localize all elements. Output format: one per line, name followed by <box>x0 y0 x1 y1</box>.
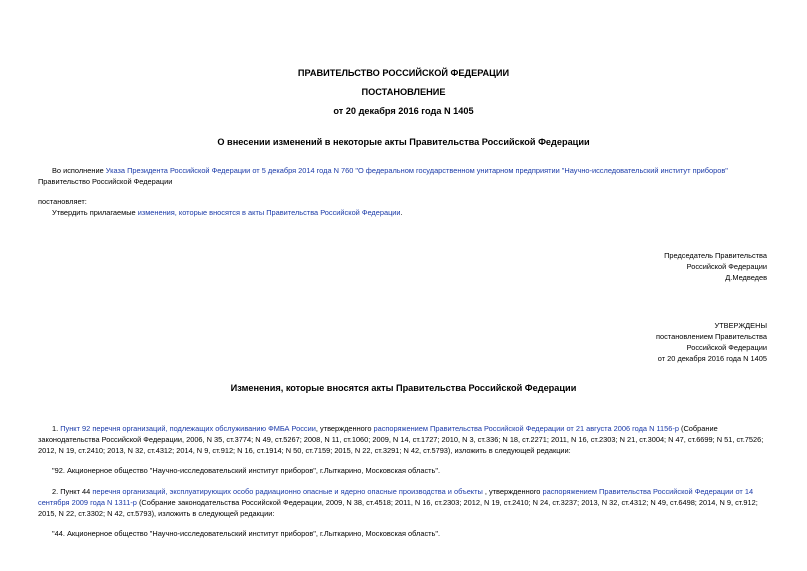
item-1-quote: "92. Акционерное общество "Научно-исследовательский институт приборов", г.Лыткарино, Московская область". <box>52 466 441 475</box>
item-1-rest: (Собрание законодательства Российской Федерации, 2006, N 35, ст.3774; N 49, ст.5267; 2008, N 11, ст.1060; 2009, N 14, ст.1727; 2010, N 3, ст.336; N 18, ст.2271; 2011, N 16, ст.2303; N 21, ст.3004; N 47, ст.6699; N 51, ст.7526; 2012, N 19, ст.2410; 2013, N 32, ст.4312; 2014, N 9, ст.912; N 16, ст.1914; N 50, ст.7159; 2015, N 22, ст.3291; N 42, ст.5793), изложить в следующей редакции: <box>38 424 764 455</box>
approval-country: Российской Федерации <box>686 343 767 352</box>
item-2-list-link[interactable]: перечня организаций, эксплуатирующих особо радиационно опасные и ядерно опасные производства и объекты <box>92 487 483 496</box>
changes-link[interactable]: изменения, которые вносятся в акты Правительства Российской Федерации <box>137 208 401 217</box>
changes-title: Изменения, которые вносятся акты Правительства Российской Федерации <box>230 383 577 393</box>
item-1-number: 1. <box>52 424 61 433</box>
item-2-order-link[interactable]: распоряжением Правительства Российской Федерации от 14 сентября 2009 года N 1311-р <box>38 487 754 507</box>
approval-block <box>656 320 767 364</box>
decree-word: постановляет: <box>38 197 87 206</box>
preamble-suffix: Правительство Российской Федерации <box>38 176 173 186</box>
signature-name: Д.Медведев <box>725 273 767 282</box>
item-1-mid: , утвержденного <box>315 424 374 433</box>
approval-date: от 20 декабря 2016 года N 1405 <box>657 354 767 363</box>
signature-position: Председатель Правительства <box>664 251 767 260</box>
item-2-rest: (Собрание законодательства Российской Федерации, 2009, N 38, ст.4518; 2011, N 16, ст.2303; 2012, N 19, ст.2410; N 24, ст.3237; 2013, N 32, ст.4312; N 49, ст.6498; 2014, N 9, ст.912; 2015, N 22, ст.3302; N 42, ст.5793), изложить в следующей редакции: <box>38 497 758 518</box>
decree-prefix: Утвердить прилагаемые <box>52 208 138 217</box>
signature-block <box>664 250 767 283</box>
item-2-number: 2. Пункт 44 <box>52 487 93 496</box>
decree-suffix: . <box>400 208 403 217</box>
decree-link[interactable]: Указа Президента Российской Федерации от 5 декабря 2014 года N 760 "О федеральном государственном унитарном предприятии "Научно-исследовательский институт приборов" <box>105 166 728 175</box>
document-type: ПОСТАНОВЛЕНИЕ <box>361 87 446 97</box>
document-date-number: от 20 декабря 2016 года N 1405 <box>333 106 474 116</box>
approval-heading: УТВЕРЖДЕНЫ <box>714 321 767 330</box>
signature-country: Российской Федерации <box>686 262 767 271</box>
government-heading: ПРАВИТЕЛЬСТВО РОССИЙСКОЙ ФЕДЕРАЦИИ <box>297 68 510 78</box>
item-1-list-link[interactable]: Пункт 92 перечня организаций, подлежащих обслуживанию ФМБА России <box>60 424 316 433</box>
item-2-paragraph <box>38 487 771 519</box>
document-title: О внесении изменений в некоторые акты Правительства Российской Федерации <box>217 137 590 147</box>
item-2-mid: , утвержденного <box>482 487 543 496</box>
decree-paragraph <box>38 208 771 219</box>
preamble-prefix: Во исполнение <box>52 166 106 175</box>
preamble-paragraph <box>38 166 771 188</box>
item-1-order-link[interactable]: распоряжением Правительства Российской Федерации от 21 августа 2006 года N 1156-р <box>373 424 679 433</box>
approval-by: постановлением Правительства <box>656 332 767 341</box>
item-1-paragraph <box>38 424 771 456</box>
item-2-quote: "44. Акционерное общество "Научно-исследовательский институт приборов", г.Лыткарино, Московская область". <box>52 529 441 538</box>
